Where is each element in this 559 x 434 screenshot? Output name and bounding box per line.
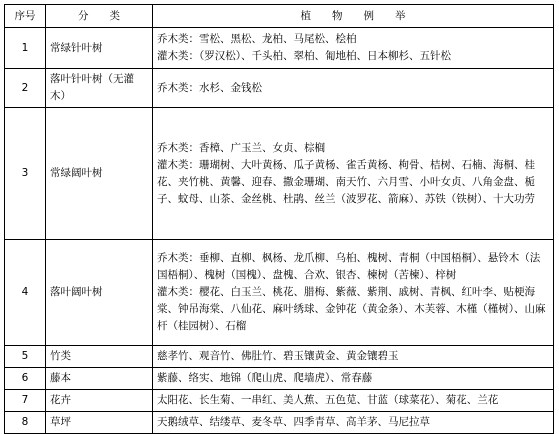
row-number: 8 [5, 412, 46, 434]
table-row [5, 69, 554, 108]
row-category: 常绿针叶树 [46, 28, 153, 69]
row-examples [153, 69, 554, 108]
example-line: 灌木类：（罗汉松）、千头柏、翠柏、匍地柏、日本柳杉、五针松 [157, 50, 451, 62]
row-category: 落叶阔叶树 [46, 240, 153, 346]
row-examples [153, 240, 554, 346]
table-row [5, 240, 554, 346]
example-line: 太阳花、长生菊、一串红、美人蕉、五色苋、甘蓝（球菜花）、菊花、兰花 [157, 394, 499, 406]
table-row [5, 390, 554, 412]
row-category: 藤本 [46, 368, 153, 390]
table-row [5, 28, 554, 69]
row-examples [153, 28, 554, 69]
row-examples [153, 346, 554, 368]
plant-classification-table [4, 4, 554, 434]
table-row [5, 368, 554, 390]
row-category: 落叶针叶树（无灌木） [46, 69, 153, 108]
row-examples [153, 390, 554, 412]
example-line: 紫藤、络实、地锦（爬山虎、爬墙虎）、常春藤 [157, 372, 373, 384]
table-row [5, 412, 554, 434]
example-line: 慈孝竹、观音竹、佛肚竹、碧玉镶黄金、黄金镶碧玉 [157, 350, 399, 362]
example-line: 灌木类：樱花、白玉兰、桃花、腊梅、紫薇、紫荆、戚树、青枫、红叶李、贴梗海棠、钟吊海棠、八仙花、麻叶绣球、金钟花（黄金条）、木芙蓉、木槿（槿树）、山麻杆（桂园树）、石榴 [157, 286, 546, 332]
header-no: 序号 [5, 5, 46, 28]
row-number: 4 [5, 240, 46, 346]
example-line: 灌木类：珊瑚树、大叶黄杨、瓜子黄杨、雀舌黄杨、枸骨、桔树、石楠、海桐、桂花、夹竹桃、黄馨、迎春、撒金珊瑚、南天竹、六月雪、小叶女贞、八角金盘、栀子、蚊母、山茶、金丝桃、杜鹃、丝兰（波罗花、箭麻）、苏铁（铁树）、十大功劳 [157, 158, 535, 205]
table-header-row [5, 5, 554, 28]
table-row [5, 108, 554, 240]
row-category: 草坪 [46, 412, 153, 434]
example-line: 乔木类：垂柳、直柳、枫杨、龙爪柳、乌桕、槐树、青桐（中国梧桐）、悬铃木（法国梧桐）、槐树（国槐）、盘槐、合欢、银杏、楝树（苦楝）、梓树 [157, 252, 541, 281]
row-examples [153, 412, 554, 434]
example-line: 乔木类：雪松、黑松、龙柏、马尾松、桧柏 [157, 33, 357, 45]
header-category: 分 类 [46, 5, 153, 28]
row-examples [153, 368, 554, 390]
row-number: 5 [5, 346, 46, 368]
row-number: 3 [5, 108, 46, 240]
header-examples: 植 物 例 举 [153, 5, 554, 28]
row-category: 花卉 [46, 390, 153, 412]
row-examples [153, 108, 554, 240]
row-category: 常绿阔叶树 [46, 108, 153, 240]
table-row [5, 346, 554, 368]
row-number: 1 [5, 28, 46, 69]
row-number: 2 [5, 69, 46, 108]
row-number: 6 [5, 368, 46, 390]
example-line: 乔木类：香樟、广玉兰、女贞、棕榈 [157, 141, 325, 154]
row-number: 7 [5, 390, 46, 412]
row-category: 竹类 [46, 346, 153, 368]
example-line: 乔木类：水杉、金钱松 [157, 81, 262, 94]
example-line: 天鹅绒草、结缕草、麦冬草、四季青草、高羊茅、马尼拉草 [157, 416, 430, 428]
